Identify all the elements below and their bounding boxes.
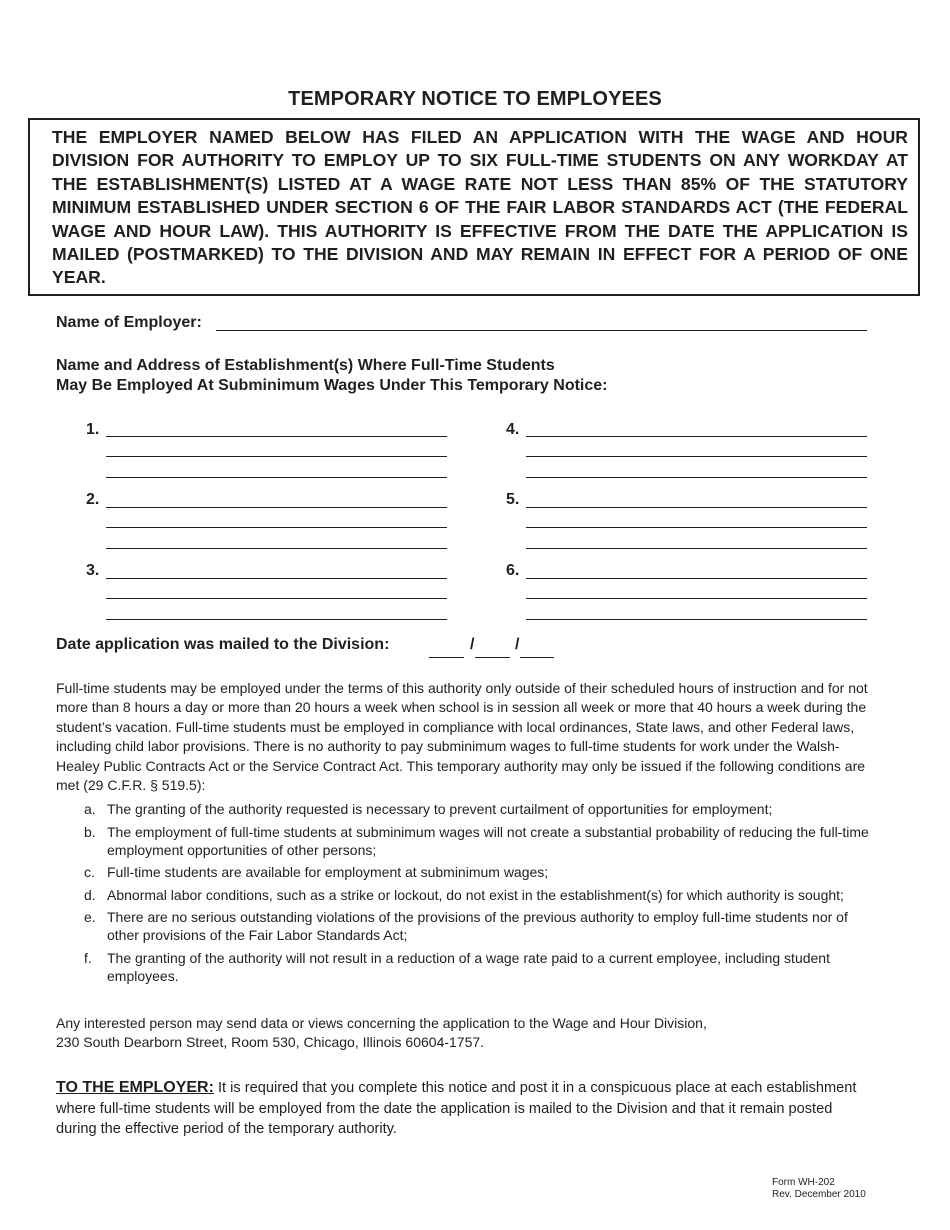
establishment-3-line-3[interactable]	[106, 619, 447, 620]
form-revision: Rev. December 2010	[772, 1189, 866, 1200]
establishment-2-line-3[interactable]	[106, 548, 447, 549]
establishment-5-line-1[interactable]	[526, 507, 867, 508]
condition-text: The granting of the authority will not result in a reduction of a wage rate paid to a current employee, including student employees.	[107, 949, 830, 984]
condition-text: There are no serious outstanding violations of the provisions of the previous authority to employ full-time students nor of other provisions of the Fair Labor Standards Act;	[107, 909, 848, 944]
condition-item	[56, 823, 871, 859]
condition-text: The employment of full-time students at subminimum wages will not create a substantial probability of reducing the full-time employment opportunities of other persons;	[107, 823, 869, 858]
establishments-heading	[56, 356, 608, 396]
establishment-3-line-1[interactable]	[106, 578, 447, 579]
establishment-6-line-1[interactable]	[526, 578, 867, 579]
contact-line-1: Any interested person may send data or views concerning the application to the Wage and Hour Division,	[56, 1015, 707, 1031]
condition-item	[56, 949, 871, 985]
contact-info	[56, 1014, 871, 1053]
conditions-intro: Full-time students may be employed under the terms of this authority only outside of their scheduled hours of instruction and for not more than 8 hours a day or more than 20 hours a week when school is in session all week or more that 40 hours a week during the student’s vacation. Full-time students must be employed in compliance with local ordinances, State laws, and other Federal laws, including child labor provisions. There is no authority to pay subminimum wages to full-time students for work under the Walsh-Healey Public Contracts Act or the Service Contract Act. This temporary authority may only be issued if the following conditions are met (29 C.F.R. § 519.5):	[56, 680, 868, 794]
establishment-4-line-2[interactable]	[526, 456, 867, 457]
condition-text: Full-time students are available for employment at subminimum wages;	[107, 864, 549, 881]
employer-instruction-label: TO THE EMPLOYER:	[56, 1079, 214, 1096]
employer-label: Name of Employer:	[56, 314, 202, 331]
establishment-number-3: 3.	[86, 562, 100, 579]
establishment-number-4: 4.	[506, 421, 520, 438]
condition-item	[56, 800, 871, 818]
establishments-heading-line-1: Name and Address of Establishment(s) Where Full-Time Students	[56, 357, 555, 374]
date-year-field[interactable]	[520, 657, 554, 658]
form-number: Form WH-202	[772, 1177, 835, 1188]
condition-marker: e.	[84, 909, 96, 926]
employer-instruction	[56, 1078, 871, 1140]
employer-name-field[interactable]	[216, 330, 867, 331]
condition-item	[56, 886, 871, 904]
notice-box	[28, 118, 920, 296]
establishment-3-line-2[interactable]	[106, 598, 447, 599]
date-separator-1: /	[470, 636, 475, 653]
date-month-field[interactable]	[429, 657, 464, 658]
condition-text: Abnormal labor conditions, such as a strike or lockout, do not exist in the establishment(s) for which authority is sought;	[107, 886, 844, 903]
establishment-6-line-2[interactable]	[526, 598, 867, 599]
condition-marker: a.	[84, 801, 96, 817]
employer-instruction-text: It is required that you complete this notice and post it in a conspicuous place at each establishment where full-time students will be employed from the date the application is mailed to the Division and that it remain posted during the effective period of the temporary authority.	[56, 1080, 857, 1138]
establishment-number-5: 5.	[506, 491, 520, 508]
establishment-1-line-2[interactable]	[106, 456, 447, 457]
establishment-6-line-3[interactable]	[526, 619, 867, 620]
notice-text: THE EMPLOYER NAMED BELOW HAS FILED AN APPLICATION WITH THE WAGE AND HOUR DIVISION FOR AUTHORITY TO EMPLOY UP TO SIX FULL-TIME STUDENTS ON ANY WORKDAY AT THE ESTABLISHMENT(S) LISTED AT A WAGE RATE NOT LESS THAN 85% OF THE STATUTORY MINIMUM ESTABLISHED UNDER SECTION 6 OF THE FAIR LABOR STANDARDS ACT (THE FEDERAL WAGE AND HOUR LAW). THIS AUTHORITY IS EFFECTIVE FROM THE DATE THE APPLICATION IS MAILED (POSTMARKED) TO THE DIVISION AND MAY REMAIN IN EFFECT FOR A PERIOD OF ONE YEAR.	[52, 127, 908, 288]
condition-marker: d.	[84, 886, 96, 903]
page-title: TEMPORARY NOTICE TO EMPLOYEES	[288, 88, 662, 110]
date-label: Date application was mailed to the Division:	[56, 636, 390, 653]
establishments-heading-line-2: May Be Employed At Subminimum Wages Under This Temporary Notice:	[56, 377, 608, 394]
establishment-number-6: 6.	[506, 562, 520, 579]
contact-line-2: 230 South Dearborn Street, Room 530, Chicago, Illinois 60604-1757.	[56, 1034, 485, 1051]
condition-marker: b.	[84, 823, 96, 840]
establishment-5-line-3[interactable]	[526, 548, 867, 549]
conditions-list	[56, 800, 871, 990]
date-day-field[interactable]	[475, 657, 510, 658]
condition-item	[56, 908, 871, 944]
establishment-number-1: 1.	[86, 421, 100, 438]
date-separator-2: /	[515, 636, 520, 653]
establishment-4-line-3[interactable]	[526, 477, 867, 478]
condition-marker: c.	[84, 864, 95, 881]
condition-text: The granting of the authority requested is necessary to prevent curtailment of opportunities for employment;	[107, 801, 773, 817]
establishment-2-line-2[interactable]	[106, 527, 447, 528]
establishment-4-line-1[interactable]	[526, 436, 867, 437]
establishment-number-2: 2.	[86, 491, 100, 508]
form-footer	[772, 1177, 866, 1201]
condition-item	[56, 863, 871, 881]
condition-marker: f.	[84, 949, 92, 966]
establishment-2-line-1[interactable]	[106, 507, 447, 508]
establishment-1-line-1[interactable]	[106, 436, 447, 437]
establishment-5-line-2[interactable]	[526, 527, 867, 528]
establishment-1-line-3[interactable]	[106, 477, 447, 478]
